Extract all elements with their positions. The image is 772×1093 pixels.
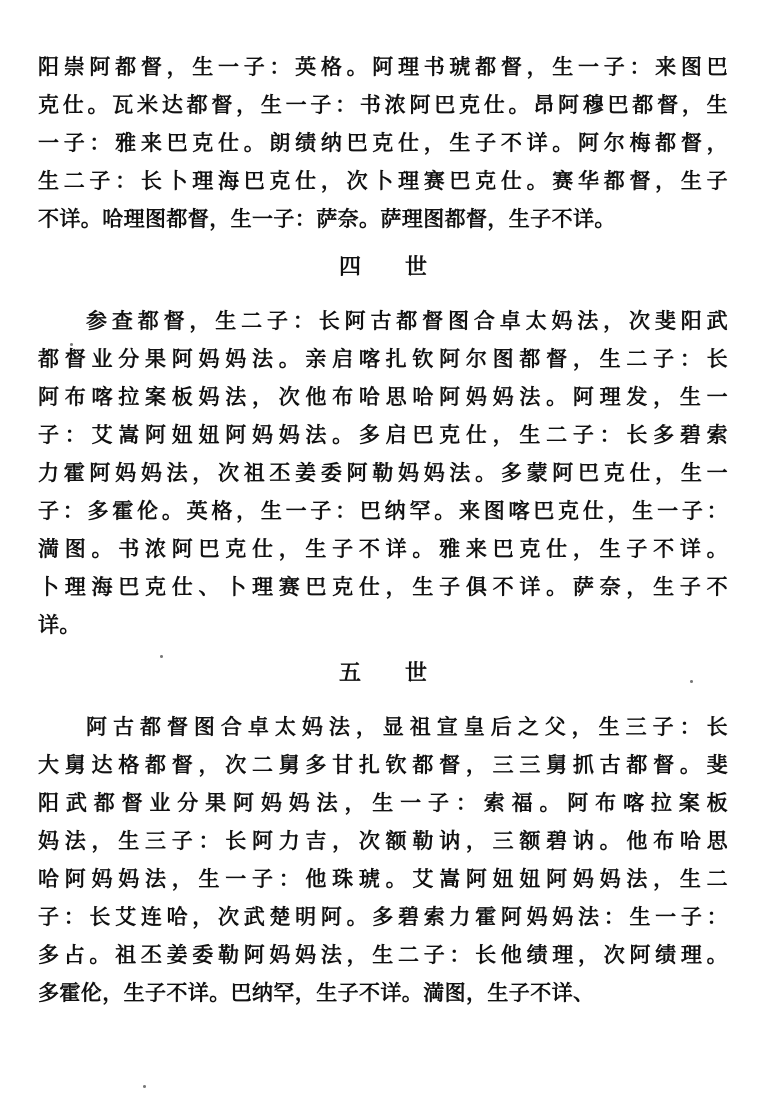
text-line: 参查都督，生二子：长阿古都督图合卓太妈法，次斐阳武 — [86, 309, 728, 333]
text-line: 详。 — [38, 613, 81, 637]
scan-speck — [690, 680, 693, 683]
section-continuation — [38, 48, 728, 238]
section-heading: 四世 — [338, 255, 471, 280]
text-line: 子：艾嵩阿妞妞阿妈妈法。多启巴克仕，生二子：长多碧索 — [38, 423, 728, 447]
text-line: 多占。祖丕姜委勒阿妈妈法，生二子：长他绩理，次阿绩理。 — [38, 943, 728, 967]
text-line: 卜理海巴克仕、卜理赛巴克仕，生子俱不详。萨奈，生子不 — [38, 575, 728, 599]
text-line: 阳武都督业分果阿妈妈法，生一子：索福。阿布喀拉案板 — [38, 791, 728, 815]
section-fourth-generation — [38, 248, 728, 644]
section-fifth-generation — [38, 654, 728, 1012]
text-line: 妈法，生三子：长阿力吉，次额勒讷，三额碧讷。他布哈思 — [38, 829, 728, 853]
text-line: 都督业分果阿妈妈法。亲启喀扎钦阿尔图都督，生二子：长 — [38, 347, 728, 371]
scan-speck — [70, 343, 73, 346]
text-line: 一子：雅来巴克仕。朗绩纳巴克仕，生子不详。阿尔梅都督， — [38, 131, 728, 155]
text-line: 阳崇阿都督，生一子：英格。阿理书琥都督，生一子：来图巴 — [38, 55, 728, 79]
text-line: 克仕。瓦米达都督，生一子：书浓阿巴克仕。昂阿穆巴都督，生 — [38, 93, 728, 117]
text-line: 生二子：长卜理海巴克仕，次卜理赛巴克仕。赛华都督，生子 — [38, 169, 728, 193]
text-line: 力霍阿妈妈法，次祖丕姜委阿勒妈妈法。多蒙阿巴克仕，生一 — [38, 461, 728, 485]
text-line: 子：多霍伦。英格，生一子：巴纳罕。来图喀巴克仕，生一子： — [38, 499, 728, 523]
text-line: 阿布喀拉案板妈法，次他布哈思哈阿妈妈法。阿理发，生一 — [38, 385, 728, 409]
scan-speck — [160, 655, 163, 658]
text-line: 哈阿妈妈法，生一子：他珠琥。艾嵩阿妞妞阿妈妈法，生二 — [38, 867, 728, 891]
text-line: 満图。书浓阿巴克仕，生子不详。雅来巴克仕，生子不详。 — [38, 537, 728, 561]
section-heading: 五世 — [338, 661, 471, 686]
text-line: 不详。哈理图都督，生一子：萨奈。萨理图都督，生子不详。 — [38, 207, 616, 231]
text-line: 子：长艾连哈，次武楚明阿。多碧索力霍阿妈妈法：生一子： — [38, 905, 728, 929]
text-line: 大舅达格都督，次二舅多甘扎钦都督，三三舅抓古都督。斐 — [38, 753, 728, 777]
text-line: 阿古都督图合卓太妈法，显祖宣皇后之父，生三子：长 — [86, 715, 728, 739]
document-page — [38, 48, 728, 1012]
text-line: 多霍伦，生子不详。巴纳罕，生子不详。満图，生子不详、 — [38, 981, 595, 1005]
scan-speck — [143, 1085, 146, 1088]
